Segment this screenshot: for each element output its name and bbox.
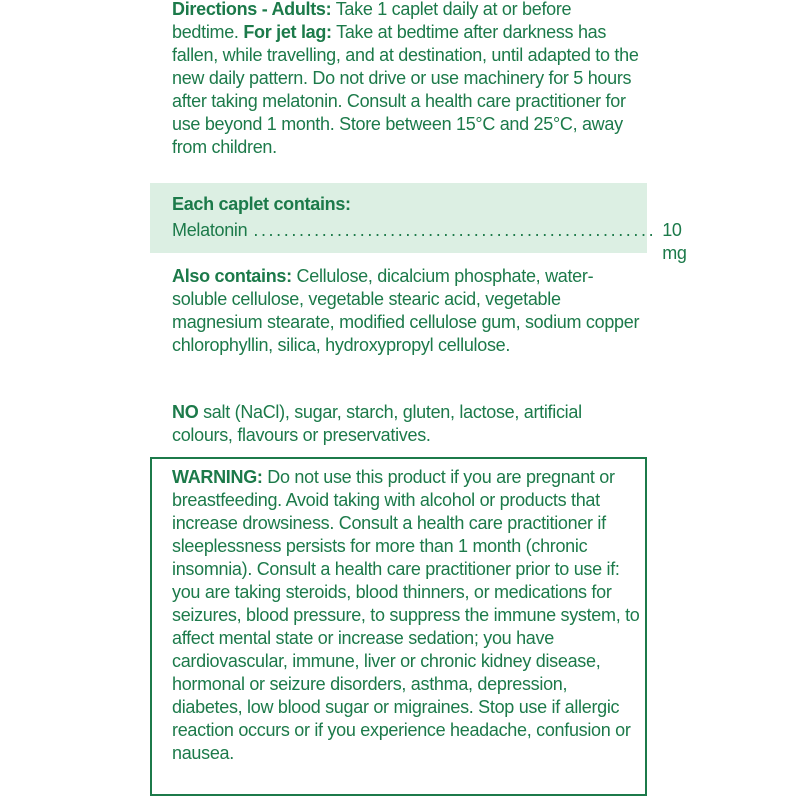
directions-jetlag-label: For jet lag: xyxy=(243,22,332,42)
free-from-text: salt (NaCl), sugar, starch, gluten, lactose, artificial colours, flavours or preservatives. xyxy=(172,402,582,445)
composition-title: Each caplet contains: xyxy=(172,194,351,214)
composition-leader-dots: ..................................................... xyxy=(253,220,657,240)
also-contains-text: Cellulose, dicalcium phosphate, water-soluble cellulose, vegetable stearic acid, vegetable magnesium stearate, modified cellulose gum, sodium copper chlorophyllin, silica, hydroxypropyl cellulose. xyxy=(172,266,640,355)
free-from-paragraph xyxy=(172,401,642,447)
composition-box xyxy=(150,183,687,263)
warning-paragraph xyxy=(172,466,642,765)
directions-jetlag-text: Take at bedtime after darkness has fallen, while travelling, and at destination, until adapted to the new daily pattern. Do not drive or use machinery for 5 hours after taking melatonin. Consult a health care practitioner for use beyond 1 month. Store between 15°C and 25°C, away from children. xyxy=(172,22,639,157)
composition-amount: 10 mg xyxy=(662,220,687,263)
directions-adults-label: Directions - Adults: xyxy=(172,0,332,19)
composition-row xyxy=(172,219,687,265)
directions-paragraph xyxy=(172,0,642,159)
warning-label: WARNING: xyxy=(172,467,263,487)
directions-adults-text: Take 1 caplet daily at or before bedtime. xyxy=(172,0,572,42)
also-contains-paragraph xyxy=(172,265,647,357)
also-contains-label: Also contains: xyxy=(172,266,292,286)
free-from-label: NO xyxy=(172,402,199,422)
composition-ingredient: Melatonin xyxy=(172,220,248,240)
warning-text: Do not use this product if you are pregnant or breastfeeding. Avoid taking with alcohol or products that increase drowsiness. Consult a health care practitioner if sleeplessness persists for more than 1 month (chronic insomnia). Consult a health care practitioner prior to use if: you are taking steroids, blood thinners, or medications for seizures, blood pressure, to suppress the immune system, to affect mental state or increase sedation; you have cardiovascular, immune, liver or chronic kidney disease, hormonal or seizure disorders, asthma, depression, diabetes, low blood sugar or migraines. Stop use if allergic reaction occurs or if you experience headache, confusion or nausea. xyxy=(172,467,640,763)
